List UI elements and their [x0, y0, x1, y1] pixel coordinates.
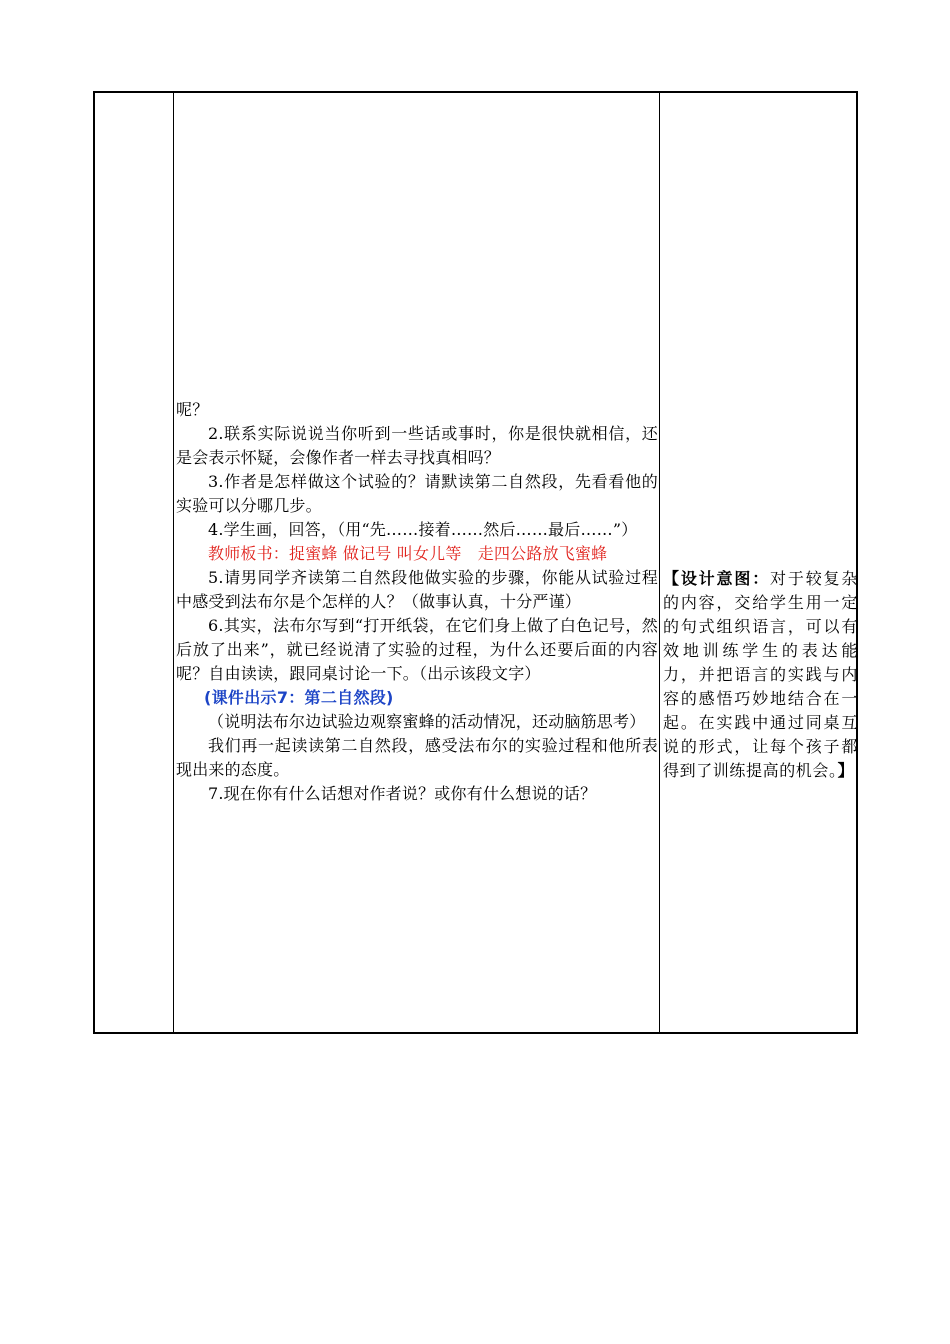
design-intent-body: 对于较复杂的内容，交给学生用一定的句式组织语言，可以有效地训练学生的表达能力，并把语言的实践与内容的感悟巧妙地结合在一起。在实践中通过同桌互说的形式，让每个孩子都得到了训练提高的机会。: [663, 569, 858, 780]
continued-text: 呢？: [176, 400, 209, 419]
step-3: 3.作者是怎样做这个试验的？请默读第二自然段，先看看他的实验可以分哪几步。: [176, 472, 658, 515]
reread-instruction: 我们再一起读读第二自然段，感受法布尔的实验过程和他所表现出来的态度。: [176, 736, 658, 779]
step-6: 6.其实，法布尔写到“打开纸袋，在它们身上做了白色记号，然后放了出来”，就已经说清了实验的过程，为什么还要后面的内容呢？自由读读，跟同桌讨论一下。（出示该段文字）: [176, 616, 658, 683]
blackboard-notes: 教师板书：捉蜜蜂 做记号 叫女儿等 走四公路放飞蜜蜂: [208, 544, 608, 563]
teaching-process-cell: [174, 398, 660, 806]
step-2: 2.联系实际说说当你听到一些话或事时，你是很快就相信，还是会表示怀疑，会像作者一样去寻找真相吗？: [176, 424, 658, 467]
lesson-plan-table: [93, 91, 858, 1034]
courseware-note: (课件出示7：第二自然段): [204, 688, 394, 707]
step-5: 5.请男同学齐读第二自然段他做实验的步骤，你能从试验过程中感受到法布尔是个怎样的人？（做事认真，十分严谨）: [176, 568, 658, 611]
design-intent-cell: [661, 567, 858, 783]
explanation-note: （说明法布尔边试验边观察蜜蜂的活动情况，还动脑筋思考）: [208, 712, 646, 731]
design-intent-label: 【设计意图：: [663, 569, 771, 588]
design-intent-end: 】: [837, 761, 855, 780]
design-intent-text: [663, 567, 858, 783]
step-7: 7.现在你有什么话想对作者说？或你有什么想说的话？: [208, 784, 597, 803]
step-4: 4.学生画，回答，（用“先……接着……然后……最后……”）: [208, 520, 638, 539]
